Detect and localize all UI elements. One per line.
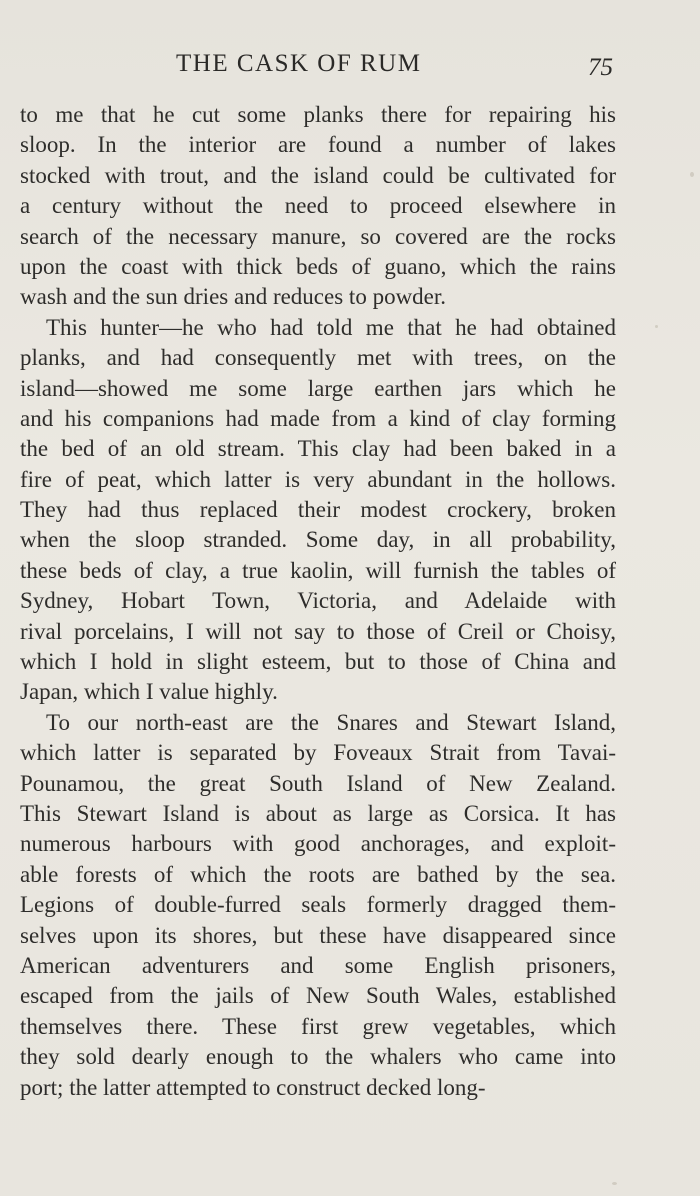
text-line: a century without the need to proceed elsewhere in	[20, 193, 616, 219]
running-head	[0, 48, 700, 84]
text-line: the bed of an old stream. This clay had been baked in a	[20, 436, 616, 462]
text-line: stocked with trout, and the island could be cultivated for	[20, 162, 616, 188]
paper-speck	[690, 172, 694, 177]
text-line: Sydney, Hobart Town, Victoria, and Adelaide with	[20, 588, 616, 614]
text-line: They had thus replaced their modest crockery, broken	[20, 497, 616, 523]
text-line: able forests of which the roots are bathed by the sea.	[20, 861, 616, 887]
text-line: and his companions had made from a kind of clay forming	[20, 405, 616, 431]
text-line: themselves there. These first grew vegetables, which	[20, 1013, 616, 1039]
paragraph	[20, 708, 616, 1103]
page-number: 75	[588, 54, 613, 81]
text-line: fire of peat, which latter is very abundant in the hollows.	[20, 466, 616, 492]
paper-speck	[655, 325, 658, 328]
paper-speck	[612, 1182, 617, 1185]
text-line: Legions of double-furred seals formerly dragged them-	[20, 892, 616, 918]
text-line: island—showed me some large earthen jars which he	[20, 375, 616, 401]
text-line: Japan, which I value highly.	[20, 679, 278, 705]
text-line: upon the coast with thick beds of guano, which the rains	[20, 253, 616, 279]
text-line: This hunter—he who had told me that he had obtained	[46, 314, 616, 340]
body-text	[20, 100, 616, 1103]
paragraph	[20, 100, 616, 313]
text-line: Pounamou, the great South Island of New Zealand.	[20, 770, 616, 796]
text-line: American adventurers and some English prisoners,	[20, 952, 616, 978]
text-line: these beds of clay, a true kaolin, will furnish the tables of	[20, 557, 616, 583]
text-line: sloop. In the interior are found a number of lakes	[20, 132, 616, 158]
text-line: which I hold in slight esteem, but to those of China and	[20, 649, 616, 675]
text-line: port; the latter attempted to construct decked long-	[20, 1074, 486, 1100]
text-line: rival porcelains, I will not say to those of Creil or Choisy,	[20, 618, 616, 644]
running-title: THE CASK OF RUM	[176, 50, 422, 77]
text-line: escaped from the jails of New South Wales, established	[20, 983, 616, 1009]
text-line: To our north-east are the Snares and Stewart Island,	[46, 709, 616, 735]
text-line: This Stewart Island is about as large as Corsica. It has	[20, 800, 616, 826]
text-line: which latter is separated by Foveaux Strait from Tavai-	[20, 740, 616, 766]
text-line: wash and the sun dries and reduces to powder.	[20, 284, 447, 310]
text-line: planks, and had consequently met with trees, on the	[20, 345, 616, 371]
text-line: selves upon its shores, but these have disappeared since	[20, 922, 616, 948]
text-line: numerous harbours with good anchorages, and exploit-	[20, 831, 616, 857]
text-line: they sold dearly enough to the whalers who came into	[20, 1044, 616, 1070]
paragraph	[20, 313, 616, 708]
text-line: search of the necessary manure, so covered are the rocks	[20, 223, 616, 249]
text-line: when the sloop stranded. Some day, in all probability,	[20, 527, 616, 553]
text-line: to me that he cut some planks there for repairing his	[20, 102, 616, 127]
